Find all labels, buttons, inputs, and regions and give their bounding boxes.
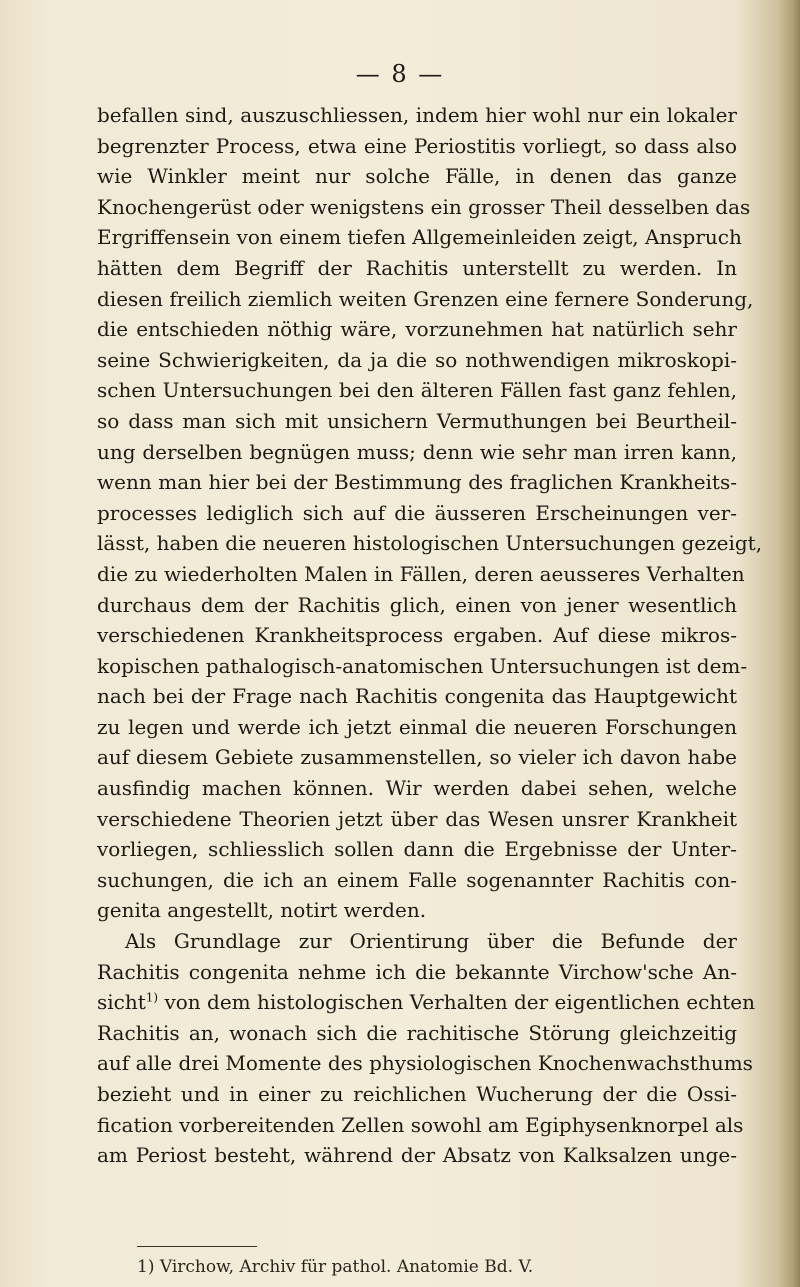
footnote bbox=[137, 1257, 533, 1277]
text-line: Rachitis congenita nehme ich die bekannte Virchow'sche An- bbox=[97, 959, 737, 984]
page-edge-shadow bbox=[778, 0, 800, 1287]
text-line: auf diesem Gebiete zusammenstellen, so vieler ich davon habe bbox=[97, 745, 737, 770]
text-line: verschiedene Theorien jetzt über das Wesen unsrer Krankheit bbox=[97, 806, 737, 831]
body-text bbox=[97, 100, 763, 1171]
text-line: genita angestellt, notirt werden. bbox=[97, 898, 427, 923]
footnote-divider bbox=[137, 1246, 257, 1247]
footnote-text: Virchow, Archiv für pathol. Anatomie Bd. V. bbox=[159, 1257, 534, 1277]
text-line: nach bei der Frage nach Rachitis congenita das Hauptgewicht bbox=[97, 684, 737, 709]
text-line: hätten dem Begriff der Rachitis unterstellt zu werden. In bbox=[97, 255, 737, 280]
text-line: wie Winkler meint nur solche Fälle, in denen das ganze bbox=[97, 164, 737, 189]
text-line: Ergriffensein von einem tiefen Allgemeinleiden zeigt, Anspruch bbox=[97, 225, 742, 250]
text-line: so dass man sich mit unsichern Vermuthungen bei Beurtheil- bbox=[97, 408, 737, 433]
text-line: ung derselben begnügen muss; denn wie sehr man irren kann, bbox=[97, 439, 737, 464]
text-line: suchungen, die ich an einem Falle sogenannter Rachitis con- bbox=[97, 867, 737, 892]
text-line: Als Grundlage zur Orientirung über die Befunde der bbox=[125, 929, 737, 954]
text-line: vorliegen, schliesslich sollen dann die Ergebnisse der Unter- bbox=[97, 837, 737, 862]
text-line: fication vorbereitenden Zellen sowohl am Egiphysenknorpel als bbox=[97, 1112, 744, 1137]
text-line: schen Untersuchungen bei den älteren Fällen fast ganz fehlen, bbox=[97, 378, 737, 403]
text-line-with-footnote bbox=[97, 987, 755, 1018]
text-line-rest: von dem histologischen Verhalten der eigentlichen echten bbox=[164, 990, 755, 1015]
text-line: die zu wiederholten Malen in Fällen, deren aeusseres Verhalten bbox=[97, 561, 745, 586]
text-line: auf alle drei Momente des physiologischen Knochenwachsthums bbox=[97, 1051, 753, 1076]
text-line: am Periost besteht, während der Absatz von Kalksalzen unge- bbox=[97, 1143, 737, 1168]
text-line: kopischen pathalogisch-anatomischen Untersuchungen ist dem- bbox=[97, 653, 748, 678]
text-line: lässt, haben die neueren histologischen Untersuchungen gezeigt, bbox=[97, 531, 763, 556]
text-line: zu legen und werde ich jetzt einmal die neueren Forschungen bbox=[97, 714, 737, 739]
page-number: — 8 — bbox=[355, 60, 445, 88]
text-line: ausfindig machen können. Wir werden dabei sehen, welche bbox=[97, 776, 737, 801]
text-line: durchaus dem der Rachitis glich, einen von jener wesentlich bbox=[97, 592, 737, 617]
text-line: wenn man hier bei der Bestimmung des fraglichen Krankheits- bbox=[97, 470, 737, 495]
text-line-start: sicht bbox=[97, 990, 146, 1015]
text-line: bezieht und in einer zu reichlichen Wucherung der die Ossi- bbox=[97, 1082, 737, 1106]
text-line: Rachitis an, wonach sich die rachitische Störung gleichzeitig bbox=[97, 1020, 737, 1045]
text-line: verschiedenen Krankheitsprocess ergaben. Auf diese mikros- bbox=[97, 623, 737, 648]
text-line: processes lediglich sich auf die äusseren Erscheinungen ver- bbox=[97, 500, 737, 525]
footnote-marker: 1) bbox=[137, 1257, 155, 1277]
text-line: begrenzter Process, etwa eine Periostitis vorliegt, so dass also bbox=[97, 133, 737, 158]
text-line: seine Schwierigkeiten, da ja die so nothwendigen mikroskopi- bbox=[97, 347, 737, 372]
text-line: diesen freilich ziemlich weiten Grenzen eine fernere Sonderung, bbox=[97, 286, 754, 311]
text-line: die entschieden nöthig wäre, vorzunehmen hat natürlich sehr bbox=[97, 317, 737, 342]
footnote-reference: 1) bbox=[145, 990, 159, 1005]
text-line: Knochengerüst oder wenigstens ein grosser Theil desselben das bbox=[97, 194, 751, 219]
text-line: befallen sind, auszuschliessen, indem hier wohl nur ein lokaler bbox=[97, 103, 737, 127]
